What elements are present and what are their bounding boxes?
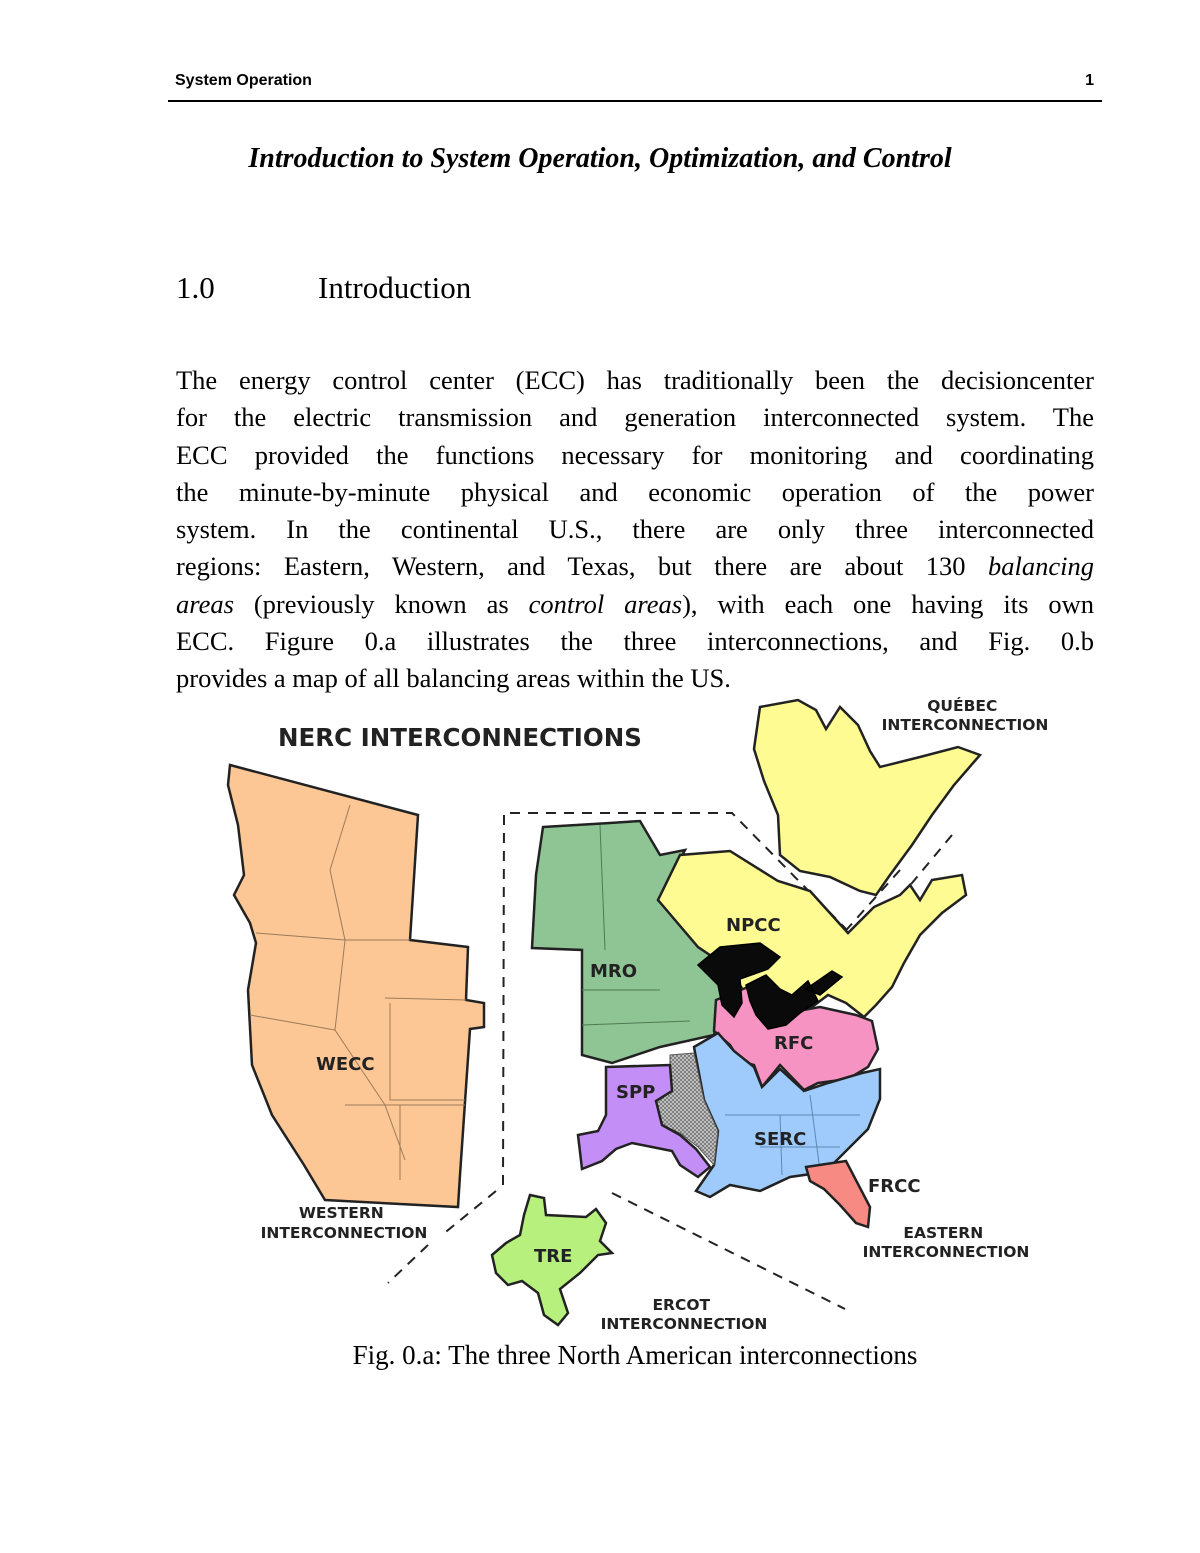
paragraph-line	[176, 511, 1094, 548]
rfc-label: RFC	[774, 1033, 814, 1054]
ercot-interconnection-label	[601, 1296, 768, 1333]
text-run: for the electric transmission and generation interconnected system. The	[176, 402, 1094, 433]
serc-label: SERC	[754, 1129, 807, 1150]
running-head	[168, 70, 1102, 102]
eastern-interconnection-label	[863, 1224, 1030, 1261]
text-run: the minute-by-minute physical and economic operation of the power	[176, 476, 1094, 507]
label-line: INTERCONNECTION	[260, 1224, 428, 1242]
spp-label: SPP	[616, 1082, 656, 1103]
nerc-map	[220, 695, 1090, 1345]
text-run: The energy control center (ECC) has traditionally been the decisioncenter	[176, 365, 1094, 395]
label-line: EASTERN	[903, 1224, 984, 1242]
text-run: regions: Eastern, Western, and Texas, but there are about 130	[176, 551, 988, 582]
emphasis: control areas	[528, 588, 683, 619]
paragraph-line	[176, 362, 1094, 399]
figure-heading: NERC INTERCONNECTIONS	[278, 723, 642, 752]
paragraph-line	[176, 548, 1094, 585]
text-run: system. In the continental U.S., there are only three interconnected	[176, 514, 1094, 545]
page-number: 1	[1085, 72, 1094, 89]
western-interconnection-label	[261, 1204, 428, 1242]
tre-label: TRE	[534, 1246, 573, 1267]
wecc-region	[228, 765, 484, 1207]
nerc-interconnections-figure	[220, 695, 1090, 1345]
label-line: INTERCONNECTION	[862, 1243, 1030, 1261]
intro-paragraph	[176, 362, 1094, 698]
section-title: Introduction	[318, 270, 472, 305]
mro-label: MRO	[590, 961, 638, 982]
running-head-title: System Operation	[175, 72, 312, 89]
paragraph-line	[176, 586, 1094, 623]
text-run: ECC. Figure 0.a illustrates the three interconnections, and Fig. 0.b	[176, 626, 1094, 657]
label-line: INTERCONNECTION	[600, 1315, 768, 1333]
emphasis: balancing	[988, 551, 1094, 582]
label-line: INTERCONNECTION	[881, 716, 1049, 734]
label-line: ERCOT	[652, 1296, 711, 1314]
npcc-label: NPCC	[726, 915, 781, 936]
text-run: (previously known as	[233, 588, 529, 619]
section-number: 1.0	[176, 270, 215, 305]
emphasis: areas	[176, 588, 234, 619]
paragraph-line	[176, 660, 1094, 697]
quebec-interconnection-label	[882, 696, 1049, 734]
document-title: Introduction to System Operation, Optimization, and Control	[248, 143, 952, 174]
paragraph-line	[176, 399, 1094, 436]
frcc-label: FRCC	[868, 1176, 921, 1197]
text-run: ), with each one having its own	[682, 588, 1094, 619]
label-line: WESTERN	[298, 1204, 384, 1222]
label-line: QUÉBEC	[927, 697, 998, 715]
paragraph-line	[176, 437, 1094, 474]
text-run: provides a map of all balancing areas within the US.	[176, 663, 731, 694]
paragraph-line	[176, 474, 1094, 511]
frcc-region	[806, 1161, 870, 1227]
wecc-label: WECC	[316, 1054, 375, 1075]
figure-caption: Fig. 0.a: The three North American interconnections	[352, 1340, 918, 1370]
text-run: ECC provided the functions necessary for monitoring and coordinating	[176, 439, 1094, 470]
paragraph-line	[176, 623, 1094, 660]
